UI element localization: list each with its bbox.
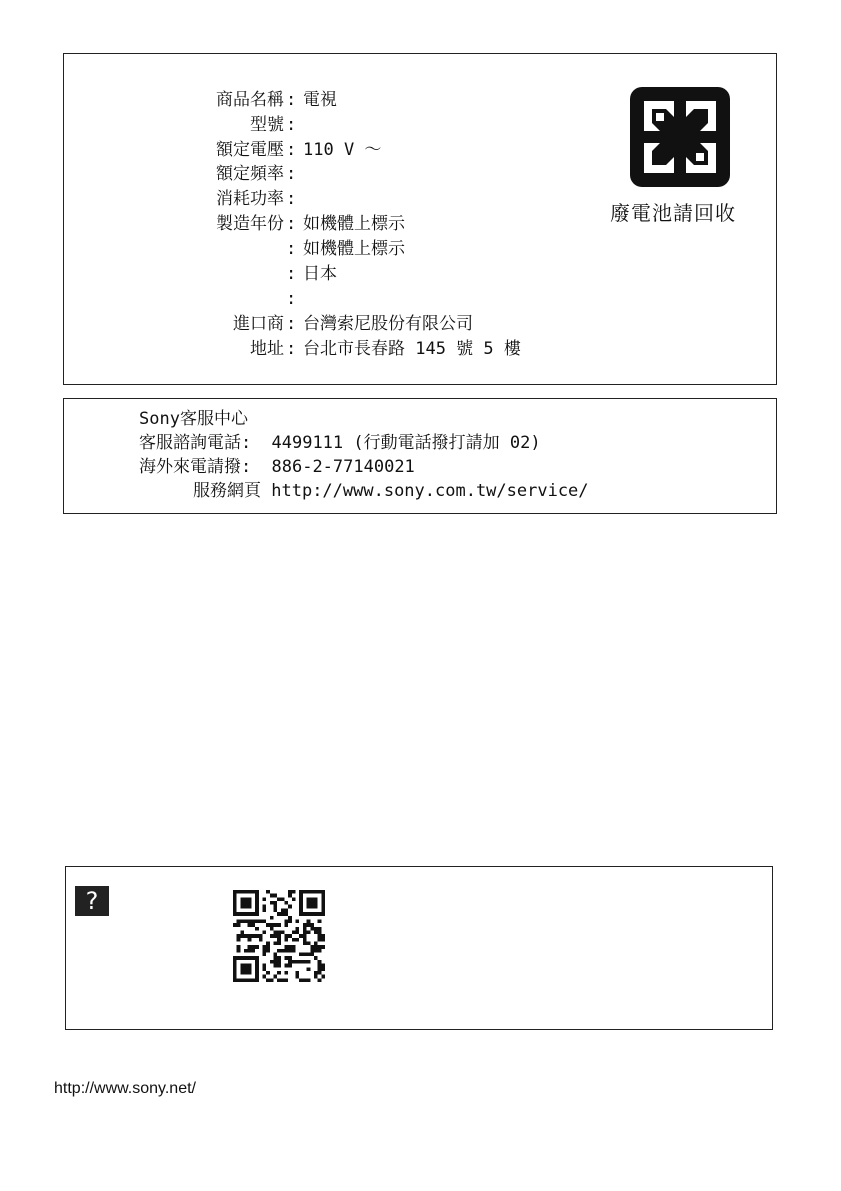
product-row xyxy=(64,113,604,137)
product-row-separator: : xyxy=(286,239,297,259)
product-info-box xyxy=(63,53,777,385)
product-row-separator: : xyxy=(286,339,297,359)
help-icon: ? xyxy=(75,886,109,916)
product-row-separator: : xyxy=(286,90,297,110)
product-row-separator: : xyxy=(286,115,297,135)
service-web-label: 服務網頁 xyxy=(193,481,261,501)
product-row-label-wrap xyxy=(64,138,284,162)
product-row-label-wrap xyxy=(64,113,284,137)
product-row-separator: : xyxy=(286,314,297,334)
help-box xyxy=(65,866,773,1030)
product-row xyxy=(64,237,604,261)
product-row-separator: : xyxy=(286,140,297,160)
product-row xyxy=(64,88,604,112)
product-row-separator: : xyxy=(286,214,297,234)
product-row xyxy=(64,138,604,162)
product-row-label: 額定電壓 xyxy=(216,140,284,160)
product-row-label-wrap xyxy=(64,262,284,286)
qr-code[interactable] xyxy=(233,890,325,982)
service-title: Sony客服中心 xyxy=(139,409,248,429)
product-row-label-wrap xyxy=(64,212,284,236)
product-row-label-wrap xyxy=(64,312,284,336)
product-row-value: 如機體上標示 xyxy=(303,239,405,259)
product-row-label-wrap xyxy=(64,287,284,311)
product-row-label: 地址 xyxy=(250,339,284,359)
service-phone-label: 客服諮詢電話: xyxy=(139,433,252,453)
battery-recycle-icon xyxy=(630,87,730,187)
service-overseas-value: 886-2-77140021 xyxy=(271,457,415,477)
product-row-label: 型號 xyxy=(250,115,284,135)
recycle-battery-notice: 廢電池請回收 xyxy=(610,201,736,225)
product-row xyxy=(64,187,604,211)
product-row-label-wrap xyxy=(64,237,284,261)
product-row-label-wrap xyxy=(64,187,284,211)
product-row-label: 進口商 xyxy=(233,314,284,334)
product-row-label: 製造年份 xyxy=(216,214,284,234)
product-row-value: 如機體上標示 xyxy=(303,214,405,234)
product-row-separator: : xyxy=(286,164,297,184)
product-row-label: 商品名稱 xyxy=(216,90,284,110)
product-row-value: 台灣索尼股份有限公司 xyxy=(303,314,473,334)
product-row-label: 額定頻率 xyxy=(216,164,284,184)
product-row-label-wrap xyxy=(64,88,284,112)
product-row xyxy=(64,212,604,236)
product-row-value: 110 V ～ xyxy=(303,140,382,160)
product-row-label-wrap xyxy=(64,337,284,361)
product-row-value: 台北市長春路 145 號 5 樓 xyxy=(303,339,521,359)
service-phone-value: 4499111 (行動電話撥打請加 02) xyxy=(271,433,541,453)
sony-website-link[interactable]: http://www.sony.net/ xyxy=(54,1080,196,1097)
product-row xyxy=(64,262,604,286)
service-web-link[interactable]: http://www.sony.com.tw/service/ xyxy=(271,481,589,501)
product-row-value: 電視 xyxy=(303,90,337,110)
service-overseas-label: 海外來電請撥: xyxy=(139,457,252,477)
service-overseas-row xyxy=(139,456,415,478)
service-web-row xyxy=(193,480,589,502)
product-row-separator: : xyxy=(286,264,297,284)
product-row xyxy=(64,287,604,311)
product-row xyxy=(64,162,604,186)
product-row-separator: : xyxy=(286,189,297,209)
product-row-value: 日本 xyxy=(303,264,337,284)
service-phone-row xyxy=(139,432,541,454)
product-row-separator: : xyxy=(286,289,297,309)
product-row xyxy=(64,337,604,361)
product-row-label-wrap xyxy=(64,162,284,186)
product-row xyxy=(64,312,604,336)
customer-service-box xyxy=(63,398,777,514)
product-row-label: 消耗功率 xyxy=(216,189,284,209)
